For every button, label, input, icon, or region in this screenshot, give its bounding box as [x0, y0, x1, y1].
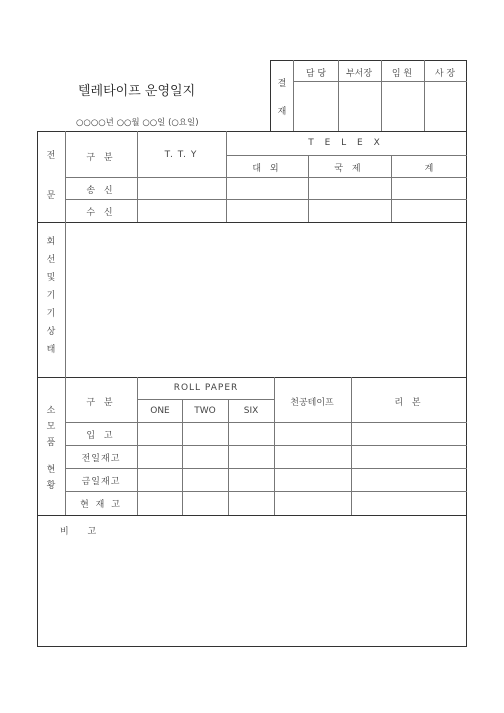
supplies-col-ribbon: 리 본 [394, 398, 424, 408]
telegram-label-1: 전 [46, 151, 56, 161]
circuit-label-5: 기 [46, 309, 56, 319]
telegram-col-tty: T. T. Y [164, 150, 198, 160]
supplies-row-prev-stock: 전일재고 [81, 454, 121, 464]
circuit-label-7: 태 [46, 345, 56, 355]
roll-paper-one: ONE [150, 406, 170, 416]
telegram-col-telex: T E L E X [308, 138, 384, 148]
supplies-row-today-stock: 금일재고 [81, 477, 121, 487]
supplies-label-4: 현 [46, 465, 56, 475]
circuit-label-2: 선 [46, 255, 56, 265]
telex-domestic: 대 외 [252, 164, 282, 174]
circuit-label-3: 및 [46, 273, 56, 283]
approval-role-dept-head: 부서장 [345, 69, 373, 79]
roll-paper-two: TWO [194, 406, 216, 416]
telegram-row-receive: 수 신 [86, 208, 116, 218]
supplies-col-type: 구 분 [86, 398, 116, 408]
approval-label-bottom: 재 [277, 107, 287, 117]
approval-role-director: 임 원 [391, 69, 413, 79]
telex-total: 계 [424, 164, 434, 174]
approval-label-top: 결 [277, 79, 287, 89]
supplies-label-2: 모 [46, 422, 56, 432]
supplies-col-roll-paper: ROLL PAPER [173, 383, 239, 393]
telegram-col-type: 구 분 [86, 153, 116, 163]
approval-role-manager: 담 당 [305, 69, 327, 79]
date-line: ○○○○년 ○○월 ○○일 (○요일) [76, 118, 199, 128]
supplies-label-5: 황 [46, 481, 56, 491]
telegram-row-send: 송 신 [86, 186, 116, 196]
telex-international: 국 제 [334, 164, 364, 174]
supplies-col-tape: 천공테이프 [290, 398, 334, 408]
circuit-label-6: 상 [46, 327, 56, 337]
remarks-label: 비 고 [60, 527, 105, 537]
roll-paper-six: SIX [243, 406, 259, 416]
supplies-row-in: 입 고 [86, 431, 116, 441]
supplies-label-1: 소 [46, 406, 56, 416]
page-title: 텔레타이프 운영일지 [78, 84, 196, 99]
telegram-label-2: 문 [46, 191, 56, 201]
supplies-row-current-stock: 현 재 고 [80, 500, 122, 510]
circuit-label-1: 회 [46, 237, 56, 247]
approval-role-president: 사 장 [434, 69, 456, 79]
supplies-label-3: 품 [46, 438, 56, 448]
circuit-label-4: 기 [46, 291, 56, 301]
